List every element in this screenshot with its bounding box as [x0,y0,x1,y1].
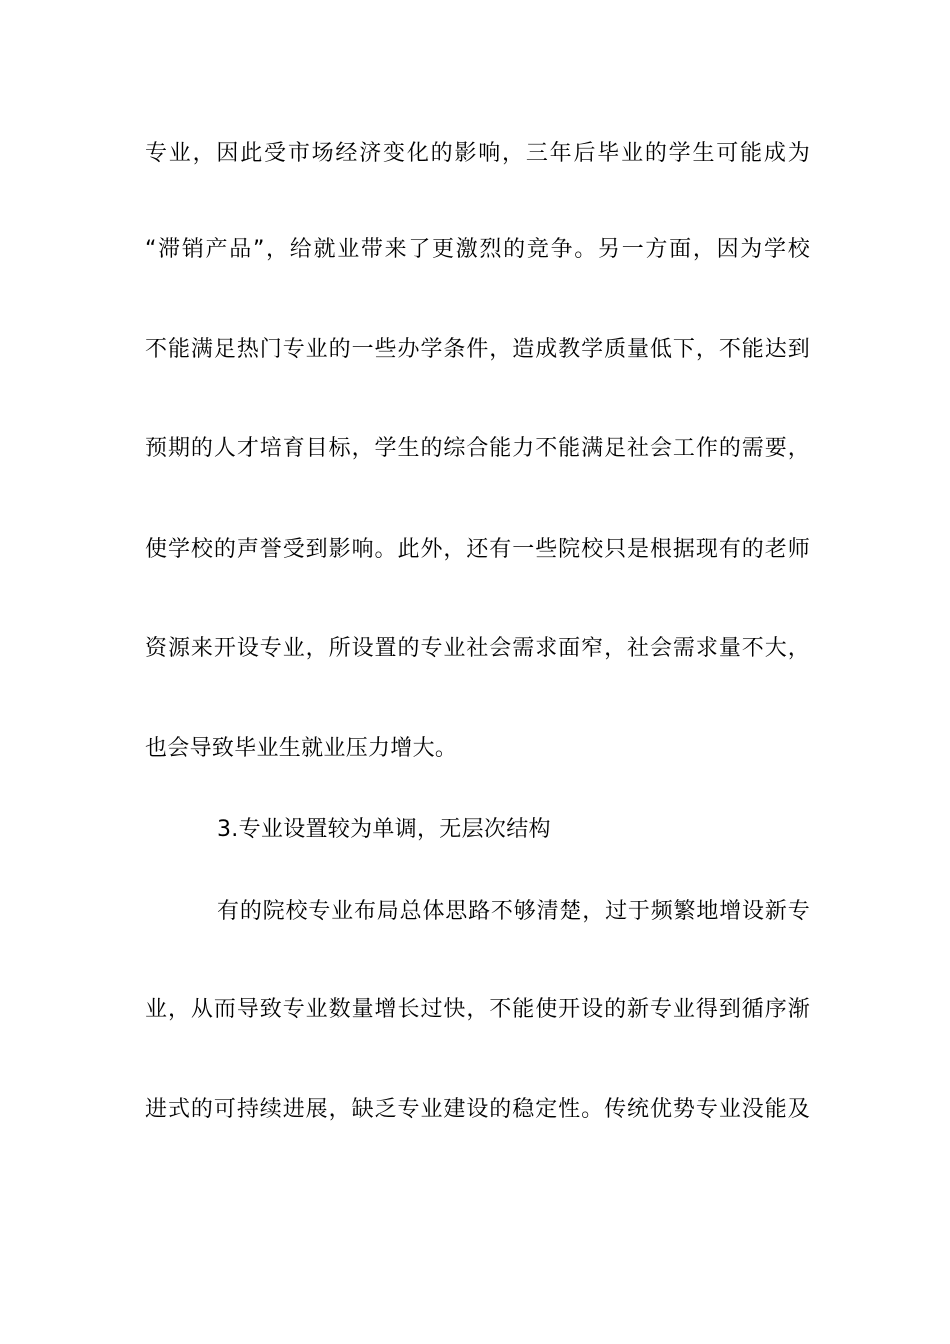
paragraph-1-line-3: 不能满足热门专业的一些办学条件，造成教学质量低下，不能达到 [145,337,810,362]
paragraph-1-line-5: 使学校的声誉受到影响。此外，还有一些院校只是根据现有的老师 [145,537,810,562]
paragraph-1-line-2: “滞销产品”，给就业带来了更激烈的竞争。另一方面，因为学校 [145,237,810,262]
paragraph-1-line-1: 专业，因此受市场经济变化的影响，三年后毕业的学生可能成为 [145,141,810,166]
paragraph-2-line-2: 业，从而导致专业数量增长过快，不能使开设的新专业得到循序渐 [145,997,810,1022]
paragraph-1-line-7: 也会导致毕业生就业压力增大。 [145,736,458,761]
paragraph-2-line-3: 进式的可持续进展，缺乏专业建设的稳定性。传统优势专业没能及 [145,1097,810,1122]
section-heading: 3.专业设置较为单调，无层次结构 [217,817,551,842]
paragraph-1-line-4: 预期的人才培育目标，学生的综合能力不能满足社会工作的需要， [145,436,810,461]
paragraph-1-line-6: 资源来开设专业，所设置的专业社会需求面窄，社会需求量不大， [145,636,810,661]
paragraph-2-line-1: 有的院校专业布局总体思路不够清楚，过于频繁地增设新专 [217,899,810,924]
